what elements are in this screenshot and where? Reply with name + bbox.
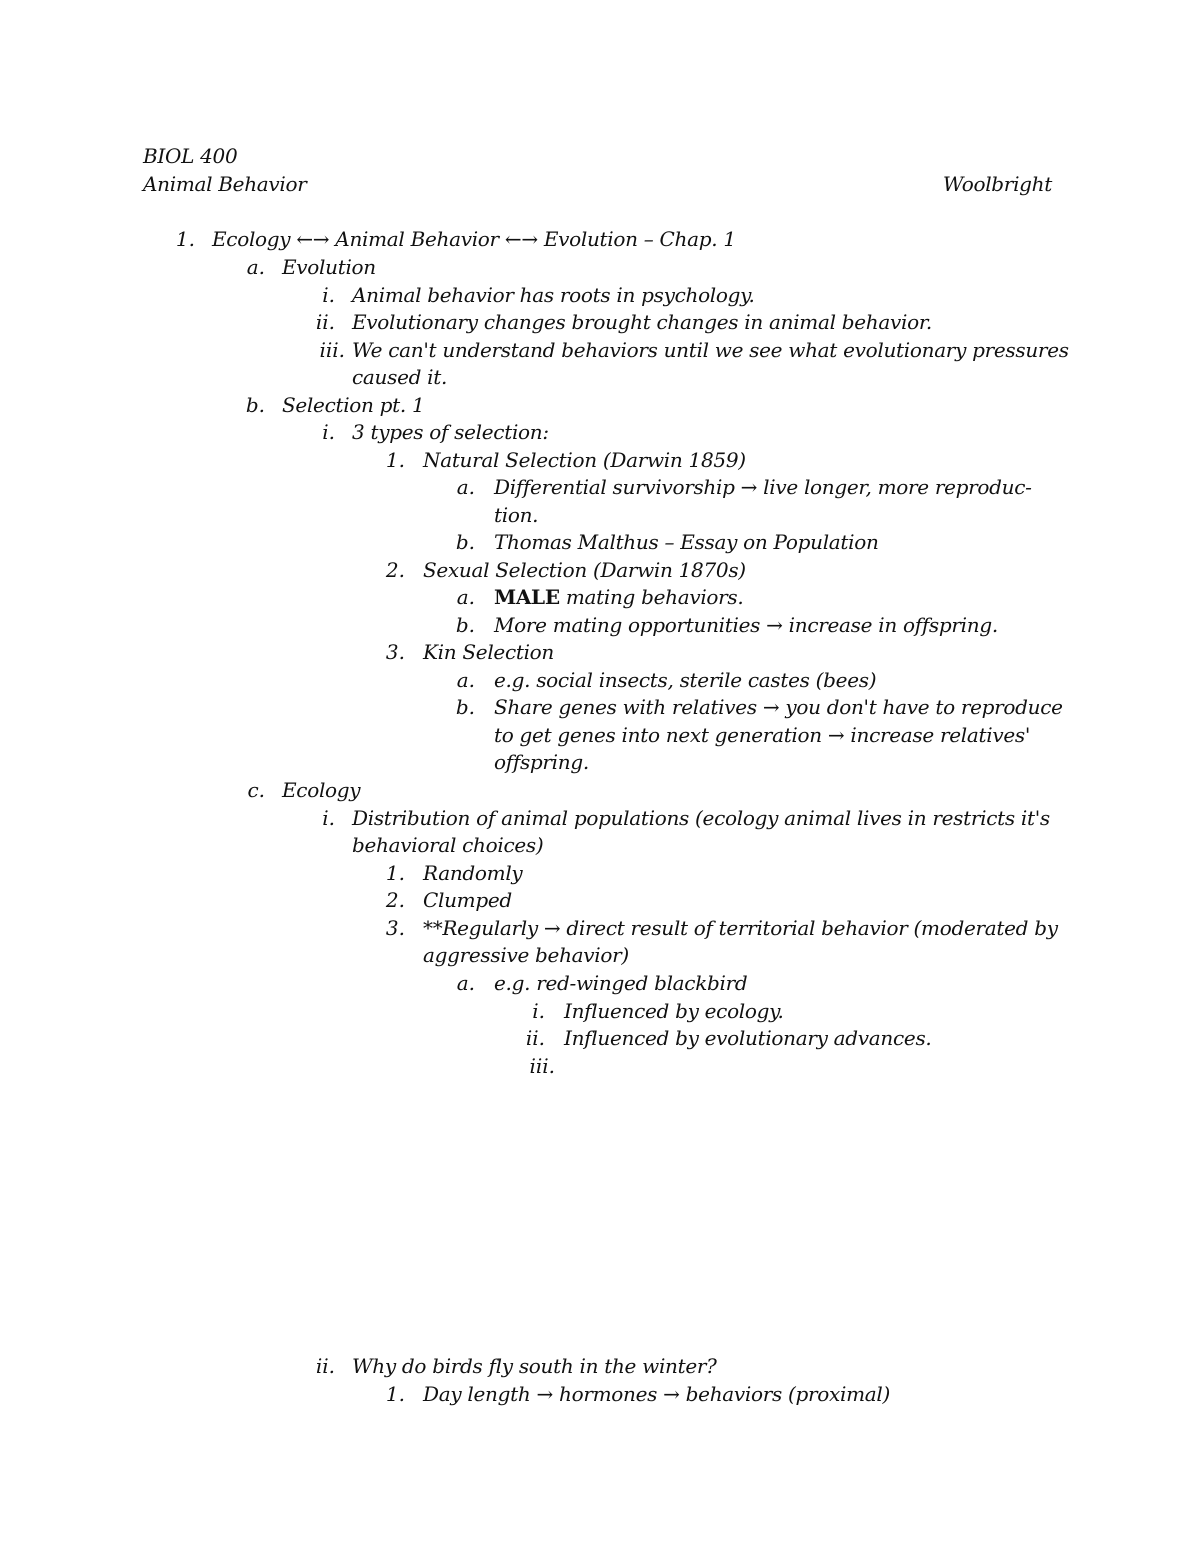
outline-item-selection: Selection pt. 1 (282, 393, 425, 417)
outline-letter: a. (456, 971, 475, 995)
outline-roman: i. (532, 999, 545, 1023)
outline-item-continuation: caused it. (352, 365, 448, 389)
outline-roman: i. (322, 806, 335, 830)
outline-roman: iii. (529, 1054, 555, 1078)
outline-number: 1. (175, 227, 195, 251)
outline-letter: c. (247, 778, 265, 802)
outline-item: Differential survivorship → live longer, more reproduc- (494, 475, 1032, 499)
course-title: Animal Behavior (143, 172, 307, 196)
course-code: BIOL 400 (143, 144, 238, 168)
outline-item: Influenced by ecology. (564, 999, 784, 1023)
outline-number: 3. (385, 640, 405, 664)
outline-number: 2. (385, 888, 405, 912)
outline-letter: a. (456, 668, 475, 692)
outline-number: 1. (385, 448, 405, 472)
outline-item: Influenced by evolutionary advances. (564, 1026, 932, 1050)
outline-letter: a. (246, 255, 265, 279)
outline-item (494, 583, 743, 611)
outline-item: Distribution of animal populations (ecology animal lives in restricts it's (352, 806, 1050, 830)
outline-item-continuation: behavioral choices) (352, 833, 544, 857)
outline-item: Day length → hormones → behaviors (proximal) (423, 1382, 890, 1406)
outline-roman: ii. (525, 1026, 545, 1050)
outline-item: Clumped (423, 888, 512, 912)
outline-item: Natural Selection (Darwin 1859) (423, 448, 746, 472)
outline-item-evolution: Evolution (282, 255, 376, 279)
outline-item: 3 types of selection: (352, 420, 549, 444)
outline-item: More mating opportunities → increase in offspring. (494, 613, 998, 637)
outline-item: Why do birds fly south in the winter? (352, 1354, 717, 1378)
outline-letter: b. (245, 393, 265, 417)
outline-number: 2. (385, 558, 405, 582)
outline-item-continuation: aggressive behavior) (423, 943, 629, 967)
outline-item: We can't understand behaviors until we see what evolutionary pressures (352, 338, 1069, 362)
outline-roman: i. (322, 283, 335, 307)
outline-item: e.g. social insects, sterile castes (bees) (494, 668, 877, 692)
outline-item-ecology-behavior-evolution: Ecology ←→ Animal Behavior ←→ Evolution – Chap. 1 (212, 227, 736, 251)
outline-item-continuation: to get genes into next generation → increase relatives' (494, 723, 1031, 747)
outline-item-continuation: offspring. (494, 750, 589, 774)
outline-item: Randomly (423, 861, 523, 885)
outline-item: Thomas Malthus – Essay on Population (494, 530, 879, 554)
outline-item-text: mating behaviors. (559, 585, 744, 609)
outline-item: Sexual Selection (Darwin 1870s) (423, 558, 746, 582)
outline-roman: iii. (319, 338, 345, 362)
outline-item: Animal behavior has roots in psychology. (352, 283, 755, 307)
outline-item-ecology: Ecology (282, 778, 361, 802)
outline-letter: b. (455, 613, 475, 637)
outline-item: Evolutionary changes brought changes in animal behavior. (352, 310, 932, 334)
outline-item: e.g. red-winged blackbird (494, 971, 748, 995)
outline-number: 1. (385, 861, 405, 885)
author-name: Woolbright (942, 172, 1052, 196)
outline-item: Share genes with relatives → you don't have to reproduce (494, 695, 1063, 719)
emphasis-text: MALE (494, 585, 560, 609)
outline-item: **Regularly → direct result of territorial behavior (moderated by (423, 916, 1058, 940)
outline-number: 3. (385, 916, 405, 940)
outline-roman: ii. (315, 1354, 335, 1378)
outline-letter: a. (456, 475, 475, 499)
outline-letter: b. (455, 530, 475, 554)
outline-roman: i. (322, 420, 335, 444)
outline-item-continuation: tion. (494, 503, 539, 527)
outline-item: Kin Selection (423, 640, 555, 664)
outline-letter: b. (455, 695, 475, 719)
outline-letter: a. (456, 585, 475, 609)
outline-roman: ii. (315, 310, 335, 334)
outline-number: 1. (385, 1382, 405, 1406)
